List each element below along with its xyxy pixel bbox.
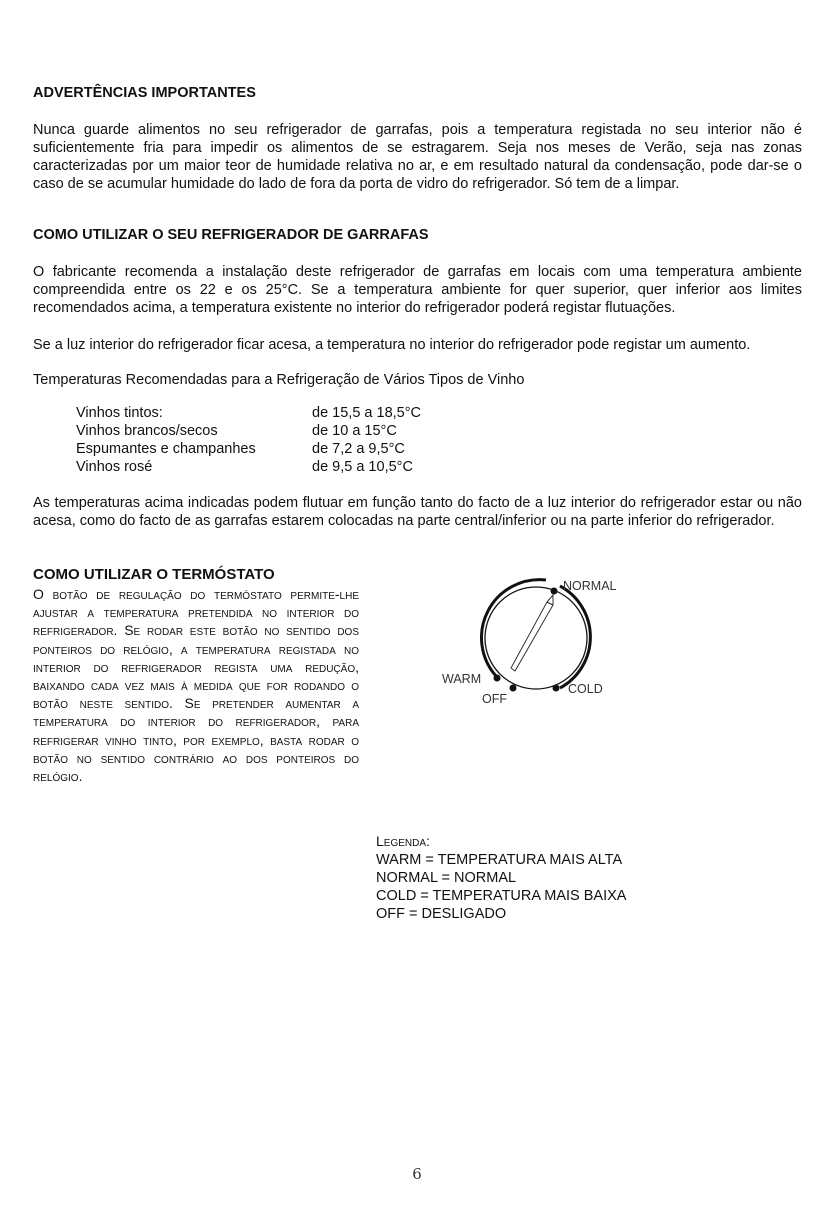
wine-type: Vinhos rosé bbox=[76, 459, 153, 475]
dial bbox=[481, 580, 590, 692]
off-dot-icon bbox=[510, 685, 517, 692]
paragraph-usage-1: O fabricante recomenda a instalação deste refrigerador de garrafas em locais com uma temperatura ambiente compreendida entre os 22 e os 25°C. Se a temperatura ambiente for quer superior, quer inferior aos limites recomendados acima, a temperatura existente no interior do refrigerador poderá registar flutuações. bbox=[33, 264, 802, 316]
heading-warnings: ADVERTÊNCIAS IMPORTANTES bbox=[33, 85, 256, 101]
wine-range: de 15,5 a 18,5°C bbox=[312, 405, 421, 421]
dial-label-off: OFF bbox=[482, 692, 507, 706]
wine-type: Vinhos tintos: bbox=[76, 405, 163, 421]
paragraph-thermostat: O botão de regulação do termóstato permite-lhe ajustar a temperatura pretendida no interior do refrigerador. Se rodar este botão no sentido dos ponteiros do relógio, a temperatura registada no interior do refrigerador regista uma redução, baixando cada vez mais à medida que for rodando o botão neste sentido. Se pretender aumentar a temperatura do interior do refrigerador, para refrigerar vinho tinto, por exemplo, basta rodar o botão no sentido contrário ao dos ponteiros do relógio. bbox=[33, 586, 359, 785]
wine-type: Espumantes e champanhes bbox=[76, 441, 256, 457]
wine-range: de 7,2 a 9,5°C bbox=[312, 441, 405, 457]
wine-range: de 10 a 15°C bbox=[312, 423, 397, 439]
cold-dot-icon bbox=[553, 685, 560, 692]
dial-label-normal: NORMAL bbox=[563, 579, 617, 593]
wine-range: de 9,5 a 10,5°C bbox=[312, 459, 413, 475]
legend-item: WARM = TEMPERATURA MAIS ALTA bbox=[376, 852, 623, 868]
legend-item: COLD = TEMPERATURA MAIS BAIXA bbox=[376, 888, 627, 904]
legend-item: OFF = DESLIGADO bbox=[376, 906, 507, 922]
paragraph-usage-3: Temperaturas Recomendadas para a Refrigeração de Vários Tipos de Vinho bbox=[33, 372, 525, 388]
legend-title: Legenda: bbox=[376, 833, 430, 849]
heading-usage: COMO UTILIZAR O SEU REFRIGERADOR DE GARRAFAS bbox=[33, 227, 429, 243]
dial-label-cold: COLD bbox=[568, 682, 603, 696]
legend-item: NORMAL = NORMAL bbox=[376, 870, 517, 886]
paragraph-usage-4: As temperaturas acima indicadas podem flutuar em função tanto do facto de a luz interior do refrigerador estar ou não acesa, como do facto de as garrafas estarem colocadas na parte central/inferior ou na parte inferior do refrigerador. bbox=[33, 495, 802, 529]
paragraph-warnings: Nunca guarde alimentos no seu refrigerador de garrafas, pois a temperatura registada no seu interior não é suficientemente fria para impedir os alimentos de se estragarem. Seja nos meses de Verão, seja nas zonas caracterizadas por um maior teor de humidade relativa no ar, e em resultado natural da condensação, pode dar-se o caso de se acumular humidade do lado de fora da porta de vidro do refrigerador. Só tem de a limpar. bbox=[33, 122, 802, 192]
wine-type: Vinhos brancos/secos bbox=[76, 423, 218, 439]
paragraph-usage-2: Se a luz interior do refrigerador ficar acesa, a temperatura no interior do refrigerador pode registar um aumento. bbox=[33, 337, 751, 353]
normal-dot-icon bbox=[551, 588, 558, 595]
dial-label-warm: WARM bbox=[442, 672, 482, 686]
dial-pointer-icon bbox=[511, 595, 553, 671]
page-number: 6 bbox=[412, 1165, 422, 1183]
warm-dot-icon bbox=[494, 675, 501, 682]
heading-thermostat: COMO UTILIZAR O TERMÓSTATO bbox=[33, 566, 275, 583]
